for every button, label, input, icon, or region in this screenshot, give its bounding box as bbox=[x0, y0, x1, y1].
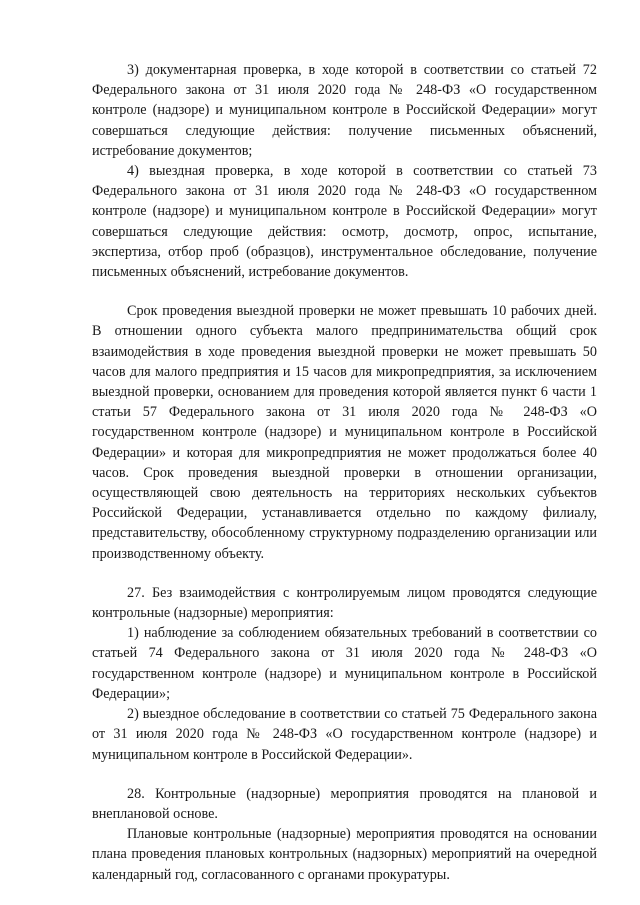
paragraph-planned-measures: Плановые контрольные (надзорные) мероприятия проводятся на основании плана проведения плановых контрольных (надзорных) мероприятий на очередной календарный год, согласованного с органами прокуратуры. bbox=[92, 826, 597, 883]
paragraph-onsite-survey: 2) выездное обследование в соответствии со статьей 75 Федерального закона от 31 июля 2020 года № 248-ФЗ «О государственном контроле (надзоре) и муниципальном контроле в Российской Федерации». bbox=[92, 706, 597, 763]
paragraph-item-27: 27. Без взаимодействия с контролируемым лицом проводятся следующие контрольные (надзорные) мероприятия: bbox=[92, 584, 597, 622]
paragraph-onsite-check-duration: Срок проведения выездной проверки не может превышать 10 рабочих дней. В отношении одного субъекта малого предпринимательства общий срок взаимодействия в ходе проведения выездной проверки не может превышать 50 часов для малого предприятия и 15 часов для микропредприятия, за исключением выездной проверки, основанием для проведения которой является пункт 6 части 1 статьи 57 Федерального закона от 31 июля 2020 года № 248-ФЗ «О государственном контроле (надзоре) и муниципальном контроле в Российской Федерации» и которая для микропредприятия не может продолжаться более 40 часов. Срок проведения выездной проверки в отношении организации, осуществляющей свою деятельность на территориях нескольких субъектов Российской Федерации, устанавливается отдельно по каждому филиалу, представительству, обособленному структурному подразделению организации или производственному объекту. bbox=[92, 303, 597, 562]
paragraph-documentary-check: 3) документарная проверка, в ходе которой в соответствии со статьей 72 Федерального закона от 31 июля 2020 года № 248-ФЗ «О государственном контроле (надзоре) и муниципальном контроле в Российской Федерации» могут совершаться следующие действия: получение письменных объяснений, истребование документов; bbox=[92, 62, 597, 159]
paragraph-item-28: 28. Контрольные (надзорные) мероприятия проводятся на плановой и внеплановой основе. bbox=[92, 785, 597, 822]
document-body bbox=[92, 60, 597, 885]
paragraph-onsite-check: 4) выездная проверка, в ходе которой в соответствии со статьей 73 Федерального закона от 31 июля 2020 года № 248-ФЗ «О государственном контроле (надзоре) и муниципальном контроле в Российской Федерации» могут совершаться следующие действия: осмотр, досмотр, опрос, испытание, экспертиза, отбор проб (образцов), инструментальное обследование, получение письменных объяснений, истребование документов. bbox=[92, 163, 597, 281]
paragraph-observation: 1) наблюдение за соблюдением обязательных требований в соответствии со статьей 74 Федерального закона от 31 июля 2020 года № 248-ФЗ «О государственном контроле (надзоре) и муниципальном контроле в Российской Федерации»; bbox=[92, 625, 597, 702]
